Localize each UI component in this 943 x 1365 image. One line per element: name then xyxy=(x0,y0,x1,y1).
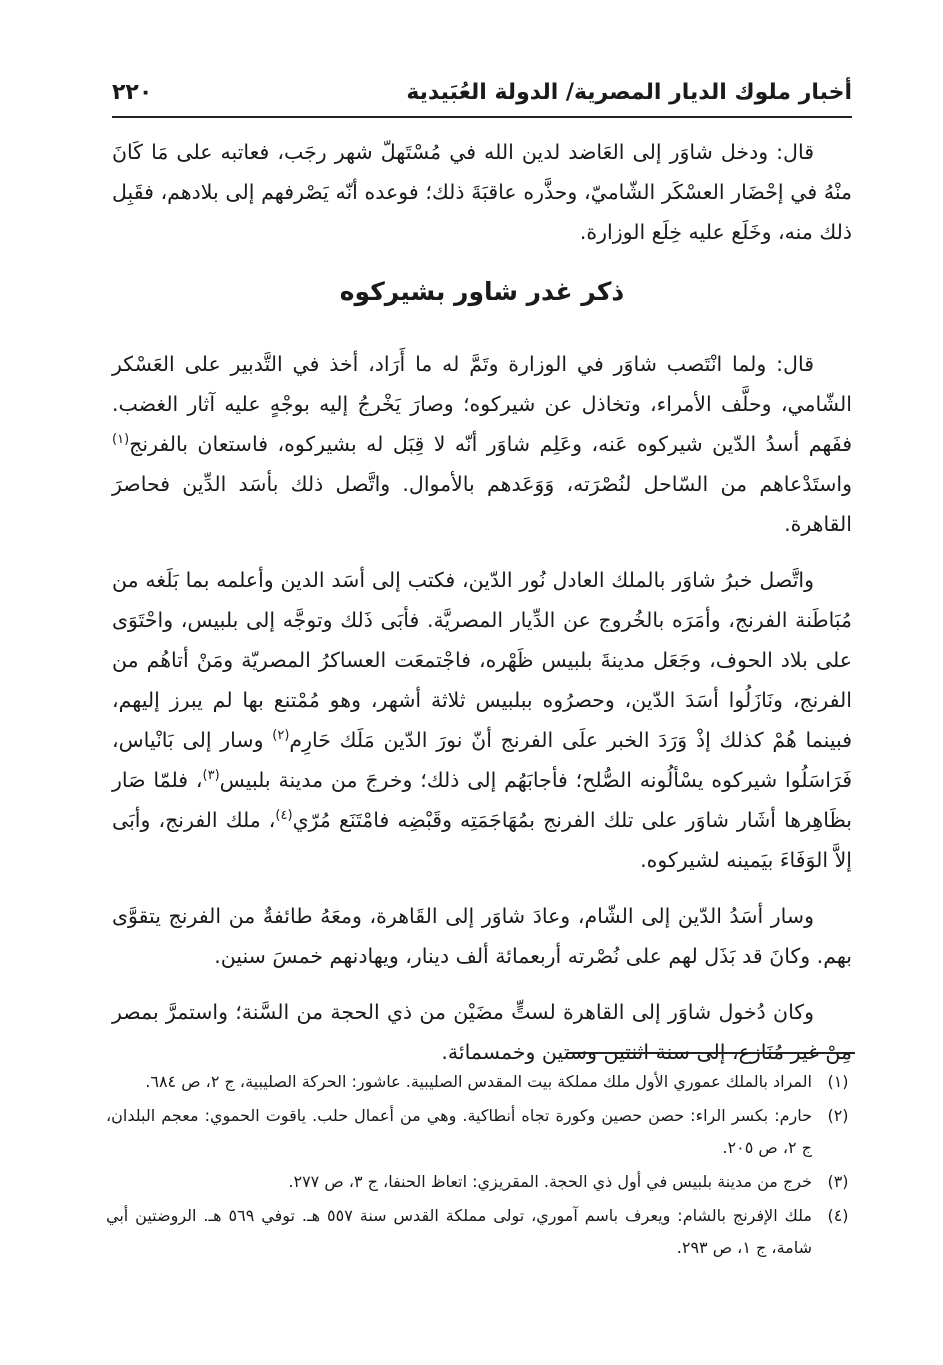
footnote-number: (١) xyxy=(827,1072,849,1091)
footnote-number: (٢) xyxy=(827,1106,849,1125)
footnote-number: (٣) xyxy=(827,1172,849,1191)
footnote-4 xyxy=(106,1200,864,1264)
paragraph-3-part-b: وسار إلى بَانْياس، فَرَاسَلُوا شيركوه يسْألُونه الصُّلح؛ فأجابَهُم إلى ذلك؛ وخرجَ من مدينة بلبيس xyxy=(112,728,852,792)
paragraph-3-part-c: ، فلمّا صَار بظَاهِرها أشَار شاوَر على تلك الفرنج بمُهَاجَمَتِه وقَبْضِه فامْتَنَع مُرّي xyxy=(112,768,852,832)
footnote-3 xyxy=(106,1166,864,1198)
footnote-text: خرج من مدينة بلبيس في أول ذي الحجة. المقريزي: اتعاظ الحنفا، ج ٣، ص ٢٧٧. xyxy=(288,1172,812,1191)
footnote-ref-1[interactable]: (١) xyxy=(112,432,130,448)
paragraph-4: وسار أسَدُ الدّين إلى الشّام، وعادَ شاوَر إلى القَاهرة، ومعَهُ طائفةٌ من الفرنج يتقوَّى بهم. وكانَ قد بَذَل لهم على نُصْرته أربعمائة ألف دينار، ويهادنهم خمسَ سنين. xyxy=(112,904,852,968)
footnote-2 xyxy=(106,1100,864,1164)
running-header xyxy=(112,76,852,118)
paragraph-5: وكان دُخول شاوَر إلى القاهرة لستٍّ مضَيْن من ذي الحجة من السَّنة؛ واستمرَّ بمصر مِنْ غير مُنَازع، إلى سنة اثنتين وستين وخمسمائة. xyxy=(112,1000,852,1064)
header-title: أخبار ملوك الديار المصرية/ الدولة العُبَيدية xyxy=(406,80,852,105)
paragraph-2 xyxy=(112,344,852,544)
footnote-number: (٤) xyxy=(827,1206,849,1225)
footnote-ref-3[interactable]: (٣) xyxy=(202,768,220,784)
footnotes-section xyxy=(106,1066,864,1266)
footnote-ref-4[interactable]: (٤) xyxy=(275,808,293,824)
main-text xyxy=(112,132,852,1088)
paragraph-2-part-b: واستَدْعاهم من السّاحل لنُصْرَته، وَوَعَدهم بالأموال. واتَّصل ذلك بأسَد الدِّين فحاصرَ القاهرة. xyxy=(112,472,852,536)
footnote-divider xyxy=(567,1052,855,1054)
footnote-1 xyxy=(106,1066,864,1098)
paragraph-3-part-d: ، ملك الفرنج، وأبَى إلاَّ الوَفَاءَ بيَمينه لشيركوه. xyxy=(112,808,852,872)
section-heading: ذكر غدر شاور بشيركوه xyxy=(339,277,625,306)
footnote-text: ملك الإفرنج بالشام: ويعرف باسم آموري، تولى مملكة القدس سنة ٥٥٧ هـ. توفي ٥٦٩ هـ. الروضتين أبي شامة، ج ١، ص ٢٩٣. xyxy=(106,1206,812,1257)
paragraph-1: قال: ودخل شاوَر إلى العَاضد لدين الله في مُسْتَهلّ شهر رجَب، فعاتبه على مَا كَانَ منْهُ في إحْضَار العسْكَر الشّاميّ، وحذَّره عاقبَةَ ذلك؛ فوعده أنّه يَصْرفهم إلى بلادهم، فقَبِل ذلك منه، وخَلَع عليه خِلَع الوزارة. xyxy=(112,140,852,244)
footnote-text: حارم: بكسر الراء: حصن حصين وكورة تجاه أنطاكية. وهي من أعمال حلب. ياقوت الحموي: معجم البلدان، ج ٢، ص ٢٠٥. xyxy=(106,1106,812,1157)
footnote-text: المراد بالملك عموري الأول ملك مملكة بيت المقدس الصليبية. عاشور: الحركة الصليبية، ج ٢، ص ٦٨٤. xyxy=(145,1072,812,1091)
paragraph-3-part-a: واتَّصل خبرُ شاوَر بالملك العادل نُور الدّين، فكتب إلى أسَد الدين وأعلمه بما بَلَغه من مُبَاطَنة الفرنج، وأمَرَه بالخُروج عن الدِّيار المصريَّة. فأبَى ذَلك وتوجَّه إلى بلبيس، واحْتَوَى على بلاد الحوف، وجَعَل مدينةَ بلبيس ظَهْره، فاجْتمعَت العساكرُ المصريّة ومَنْ أتاهُم من الفرنج، ونَازَلُوا أسَدَ الدّين، وحصرُوه ببلبيس ثلاثة أشهر، وهو مُمْتنع بها لم يبرز إليهم، فبينما هُمْ كذلك إذْ وَرَدَ الخبر علَى الفرنج أنّ نورَ الدّين مَلَك حَارِم xyxy=(112,568,852,752)
page-number: ٢٢٠ xyxy=(112,80,153,105)
paragraph-3 xyxy=(112,560,852,880)
footnote-ref-2[interactable]: (٢) xyxy=(272,728,290,744)
paragraph-2-part-a: قال: ولما انْتَصب شاوَر في الوزارة وتَمَّ له ما أَرَاد، أخذ في التَّدبير على العَسْكر الشّامي، وحلَّف الأمراء، وتخاذل عن شيركوه؛ وصارَ يَخْرجُ إليه بوجْهٍ عليه آثار الغضب. ففَهم أسدُ الدّين شيركوه عَنه، وعَلِم شاوَر أنّه لا قِبَل له بشيركوه، فاستعان بالفرنج xyxy=(112,352,852,456)
